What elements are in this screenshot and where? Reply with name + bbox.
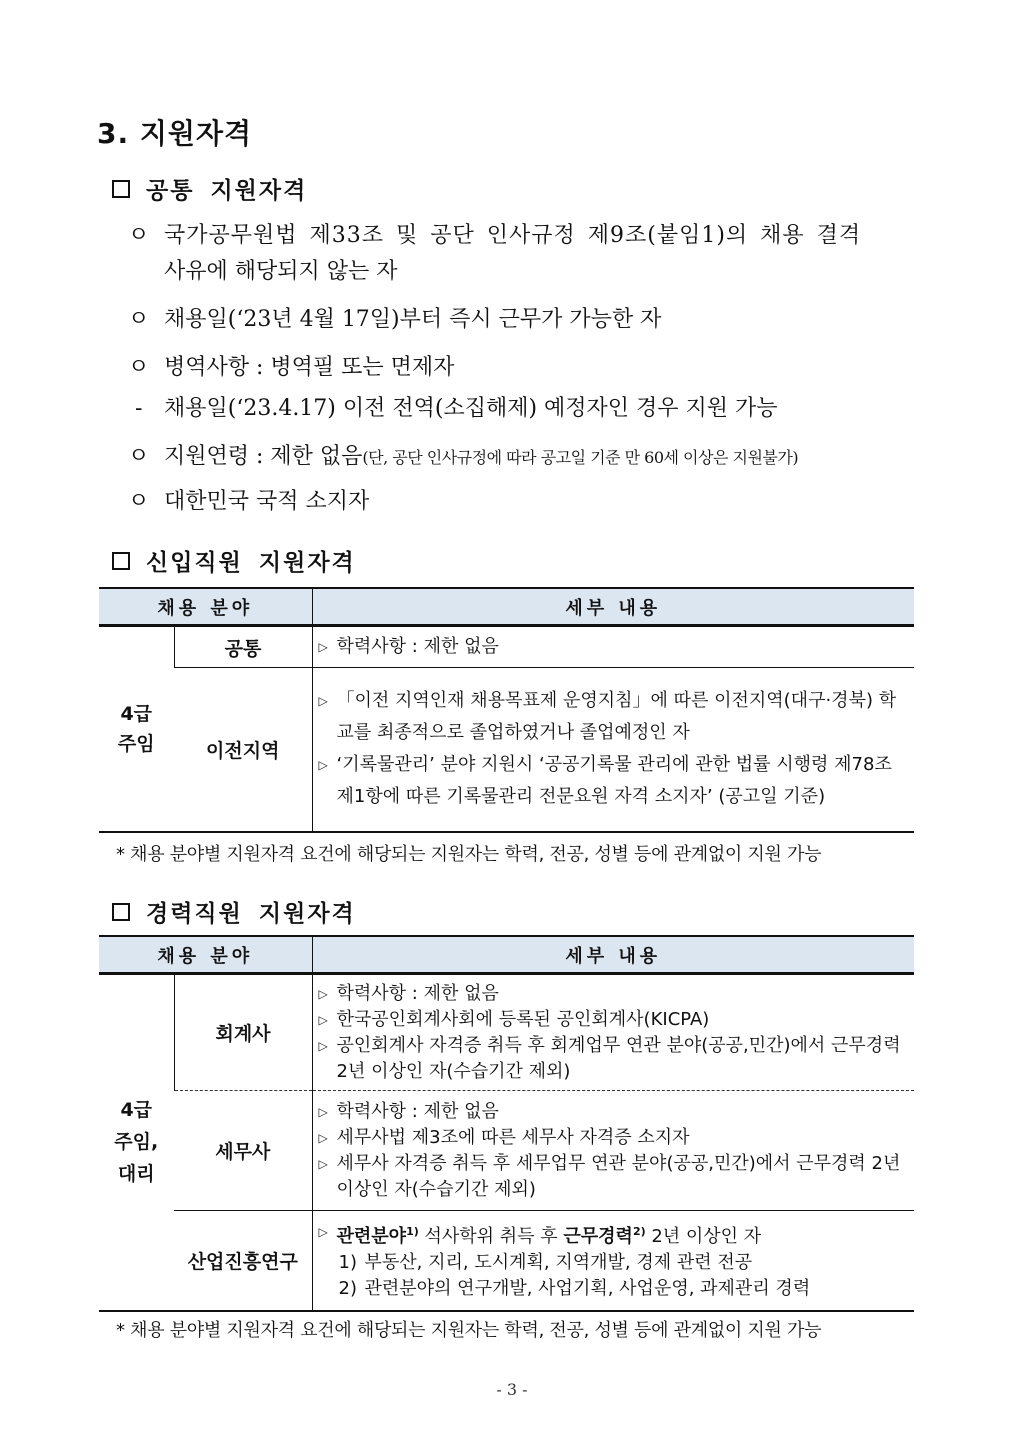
common-item-3: ㅇ 병역사항 : 병역필 또는 면제자 xyxy=(128,355,455,380)
table-header-row xyxy=(99,936,914,974)
field-cell: 이전지역 xyxy=(174,668,312,832)
grade-cell: 4급 주임, 대리 xyxy=(99,974,174,1311)
detail-cell: ▷ 학력사항 : 제한 없음 xyxy=(312,626,914,668)
triangle-bullet-icon: ▷ xyxy=(318,640,328,654)
triangle-bullet-icon: ▷ xyxy=(318,1104,328,1119)
field-cell: 세무사 xyxy=(174,1091,312,1211)
triangle-bullet-icon: ▷ xyxy=(318,1156,328,1171)
triangle-bullet-icon: ▷ xyxy=(318,986,328,1001)
experienced-heading: 경력직원 지원자격 xyxy=(112,895,356,928)
triangle-bullet-icon: ▷ xyxy=(318,1224,328,1239)
triangle-bullet-icon: ▷ xyxy=(318,1130,328,1145)
triangle-bullet-icon: ▷ xyxy=(318,1012,328,1027)
detail-cell: ▷ 「이전 지역인재 채용목표제 운영지침」에 따른 이전지역(대구·경북) 학교를 최종적으로 졸업하였거나 졸업예정인 자 ▷ ‘기록물관리’ 분야 지원시 ‘공공기록물 관리에 관한 법률 시행령 제78조 제1항에 따른 기록물관리 전문요원 자격 소지자’ (공고일 기준) xyxy=(312,668,914,832)
col-header-field: 채용 분야 xyxy=(99,936,312,974)
common-item-1: ㅇ 국가공무원법 제33조 및 공단 인사규정 제9조(붙임1)의 채용 결격 xyxy=(128,223,862,248)
col-header-field: 채용 분야 xyxy=(99,588,312,626)
newhire-heading: 신입직원 지원자격 xyxy=(112,544,356,577)
checkbox-square-icon xyxy=(112,552,130,570)
checkbox-square-icon xyxy=(112,903,130,921)
detail-cell: ▷ 관련분야$^{1)}$ 석사학위 취득 후 근무경력$^{2)}$ 2년 이상인 자 1) 부동산, 지리, 도시계획, 지역개발, 경제 관련 전공 2) 관련분야의 연구개발, 사업기획, 사업운영, 과제관리 경력 xyxy=(312,1211,914,1311)
detail-cell: ▷ 학력사항 : 제한 없음 ▷ 세무사법 제3조에 따른 세무사 자격증 소지자 ▷ 세무사 자격증 취득 후 세무업무 연관 분야(공공,민간)에서 근무경력 2년 이상인 자(수습기간 제외) xyxy=(312,1091,914,1211)
experienced-table xyxy=(99,935,914,1312)
checkbox-square-icon xyxy=(112,180,130,198)
experienced-note: * 채용 분야별 지원자격 요건에 해당되는 지원자는 학력, 전공, 성별 등에 관계없이 지원 가능 xyxy=(116,1320,822,1341)
newhire-note: * 채용 분야별 지원자격 요건에 해당되는 지원자는 학력, 전공, 성별 등에 관계없이 지원 가능 xyxy=(116,844,822,865)
common-item-2: ㅇ 채용일(‘23년 4월 17일)부터 즉시 근무가 가능한 자 xyxy=(128,307,662,332)
table-row xyxy=(99,668,914,832)
section-title: 3. 지원자격 xyxy=(97,117,253,150)
common-heading: 공통 지원자격 xyxy=(112,172,307,205)
common-item-1-cont: 사유에 해당되지 않는 자 xyxy=(164,259,398,284)
col-header-detail: 세부 내용 xyxy=(312,936,914,974)
common-item-6: ㅇ 대한민국 국적 소지자 xyxy=(128,489,370,514)
col-header-detail: 세부 내용 xyxy=(312,588,914,626)
page-number: - 3 - xyxy=(496,1380,528,1399)
common-item-4: - 채용일(‘23.4.17) 이전 전역(소집해제) 예정자인 경우 지원 가능 xyxy=(135,396,778,421)
table-row xyxy=(99,1211,914,1311)
triangle-bullet-icon: ▷ xyxy=(318,1038,328,1053)
table-header-row xyxy=(99,588,914,626)
grade-cell: 4급 주임 xyxy=(99,626,174,832)
triangle-bullet-icon: ▷ xyxy=(318,758,328,773)
table-row xyxy=(99,974,914,1091)
detail-cell: ▷ 학력사항 : 제한 없음 ▷ 한국공인회계사회에 등록된 공인회계사(KICPA) ▷ 공인회계사 자격증 취득 후 회계업무 연관 분야(공공,민간)에서 근무경력 2년 이상인 자(수습기간 제외) xyxy=(312,974,914,1091)
field-cell: 회계사 xyxy=(174,974,312,1091)
triangle-bullet-icon: ▷ xyxy=(318,694,328,709)
table-row xyxy=(99,1091,914,1211)
common-item-5: ㅇ 지원연령 : 제한 없음(단, 공단 인사규정에 따라 공고일 기준 만 60세 이상은 지원불가) xyxy=(128,444,799,469)
table-row xyxy=(99,626,914,668)
newhire-table xyxy=(99,587,914,833)
field-cell: 공통 xyxy=(174,626,312,668)
field-cell: 산업진흥연구 xyxy=(174,1211,312,1311)
